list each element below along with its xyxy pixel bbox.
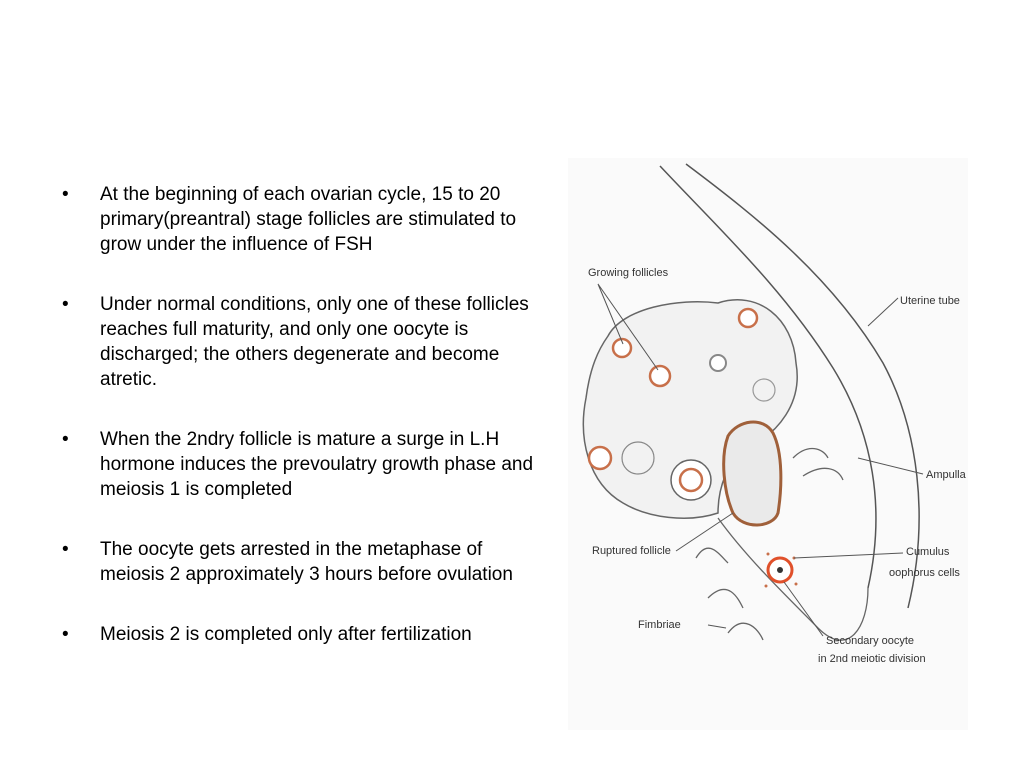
label-ruptured-follicle: Ruptured follicle (592, 545, 671, 557)
growing-follicle (710, 355, 726, 371)
bullet-marker: • (62, 539, 69, 560)
bullet-text: When the 2ndry follicle is mature a surge in L.H hormone induces the prevoulatry growth phase and meiosis 1 is completed (100, 429, 534, 500)
bullet-text: Meiosis 2 is completed only after fertilization (100, 624, 472, 645)
bullet-marker: • (62, 624, 69, 645)
cumulus-cell (767, 553, 770, 556)
growing-follicle (739, 309, 757, 327)
bullet-item (62, 622, 542, 647)
bullet-text: Under normal conditions, only one of these follicles reaches full maturity, and only one oocyte is discharged; the others degenerate and become atretic. (100, 294, 529, 390)
bullet-item (62, 537, 542, 587)
label-cumulus-line2: oophorus cells (889, 567, 960, 579)
label-uterine-tube: Uterine tube (900, 295, 960, 307)
large-follicle-oocyte (680, 469, 702, 491)
growing-follicle (589, 447, 611, 469)
cumulus-cell (765, 585, 768, 588)
bullet-marker: • (62, 184, 69, 205)
bullet-text: At the beginning of each ovarian cycle, 15 to 20 primary(preantral) stage follicles are stimulated to grow under the influence of FSH (100, 184, 517, 255)
growing-follicle (650, 366, 670, 386)
bullet-item (62, 427, 542, 502)
cumulus-cell (795, 583, 798, 586)
ovary-uterine-tube-illustration (568, 158, 968, 730)
label-cumulus-line1: Cumulus (906, 546, 950, 558)
label-secondary-oocyte-line1: Secondary oocyte (826, 635, 915, 647)
bullet-item (62, 292, 542, 392)
bullet-marker: • (62, 294, 69, 315)
label-growing-follicles: Growing follicles (588, 267, 669, 279)
bullet-marker: • (62, 429, 69, 450)
label-ampulla: Ampulla (926, 469, 966, 481)
ovary-diagram-svg (568, 158, 968, 730)
label-secondary-oocyte-line2: in 2nd meiotic division (818, 653, 926, 665)
bullet-item (62, 182, 542, 257)
ruptured-follicle-shape (724, 422, 781, 525)
label-fimbriae: Fimbriae (638, 619, 681, 631)
oocyte-nucleus (777, 567, 783, 573)
bullet-text: The oocyte gets arrested in the metaphase of meiosis 2 approximately 3 hours before ovulation (100, 539, 513, 585)
bullet-list (62, 182, 542, 647)
